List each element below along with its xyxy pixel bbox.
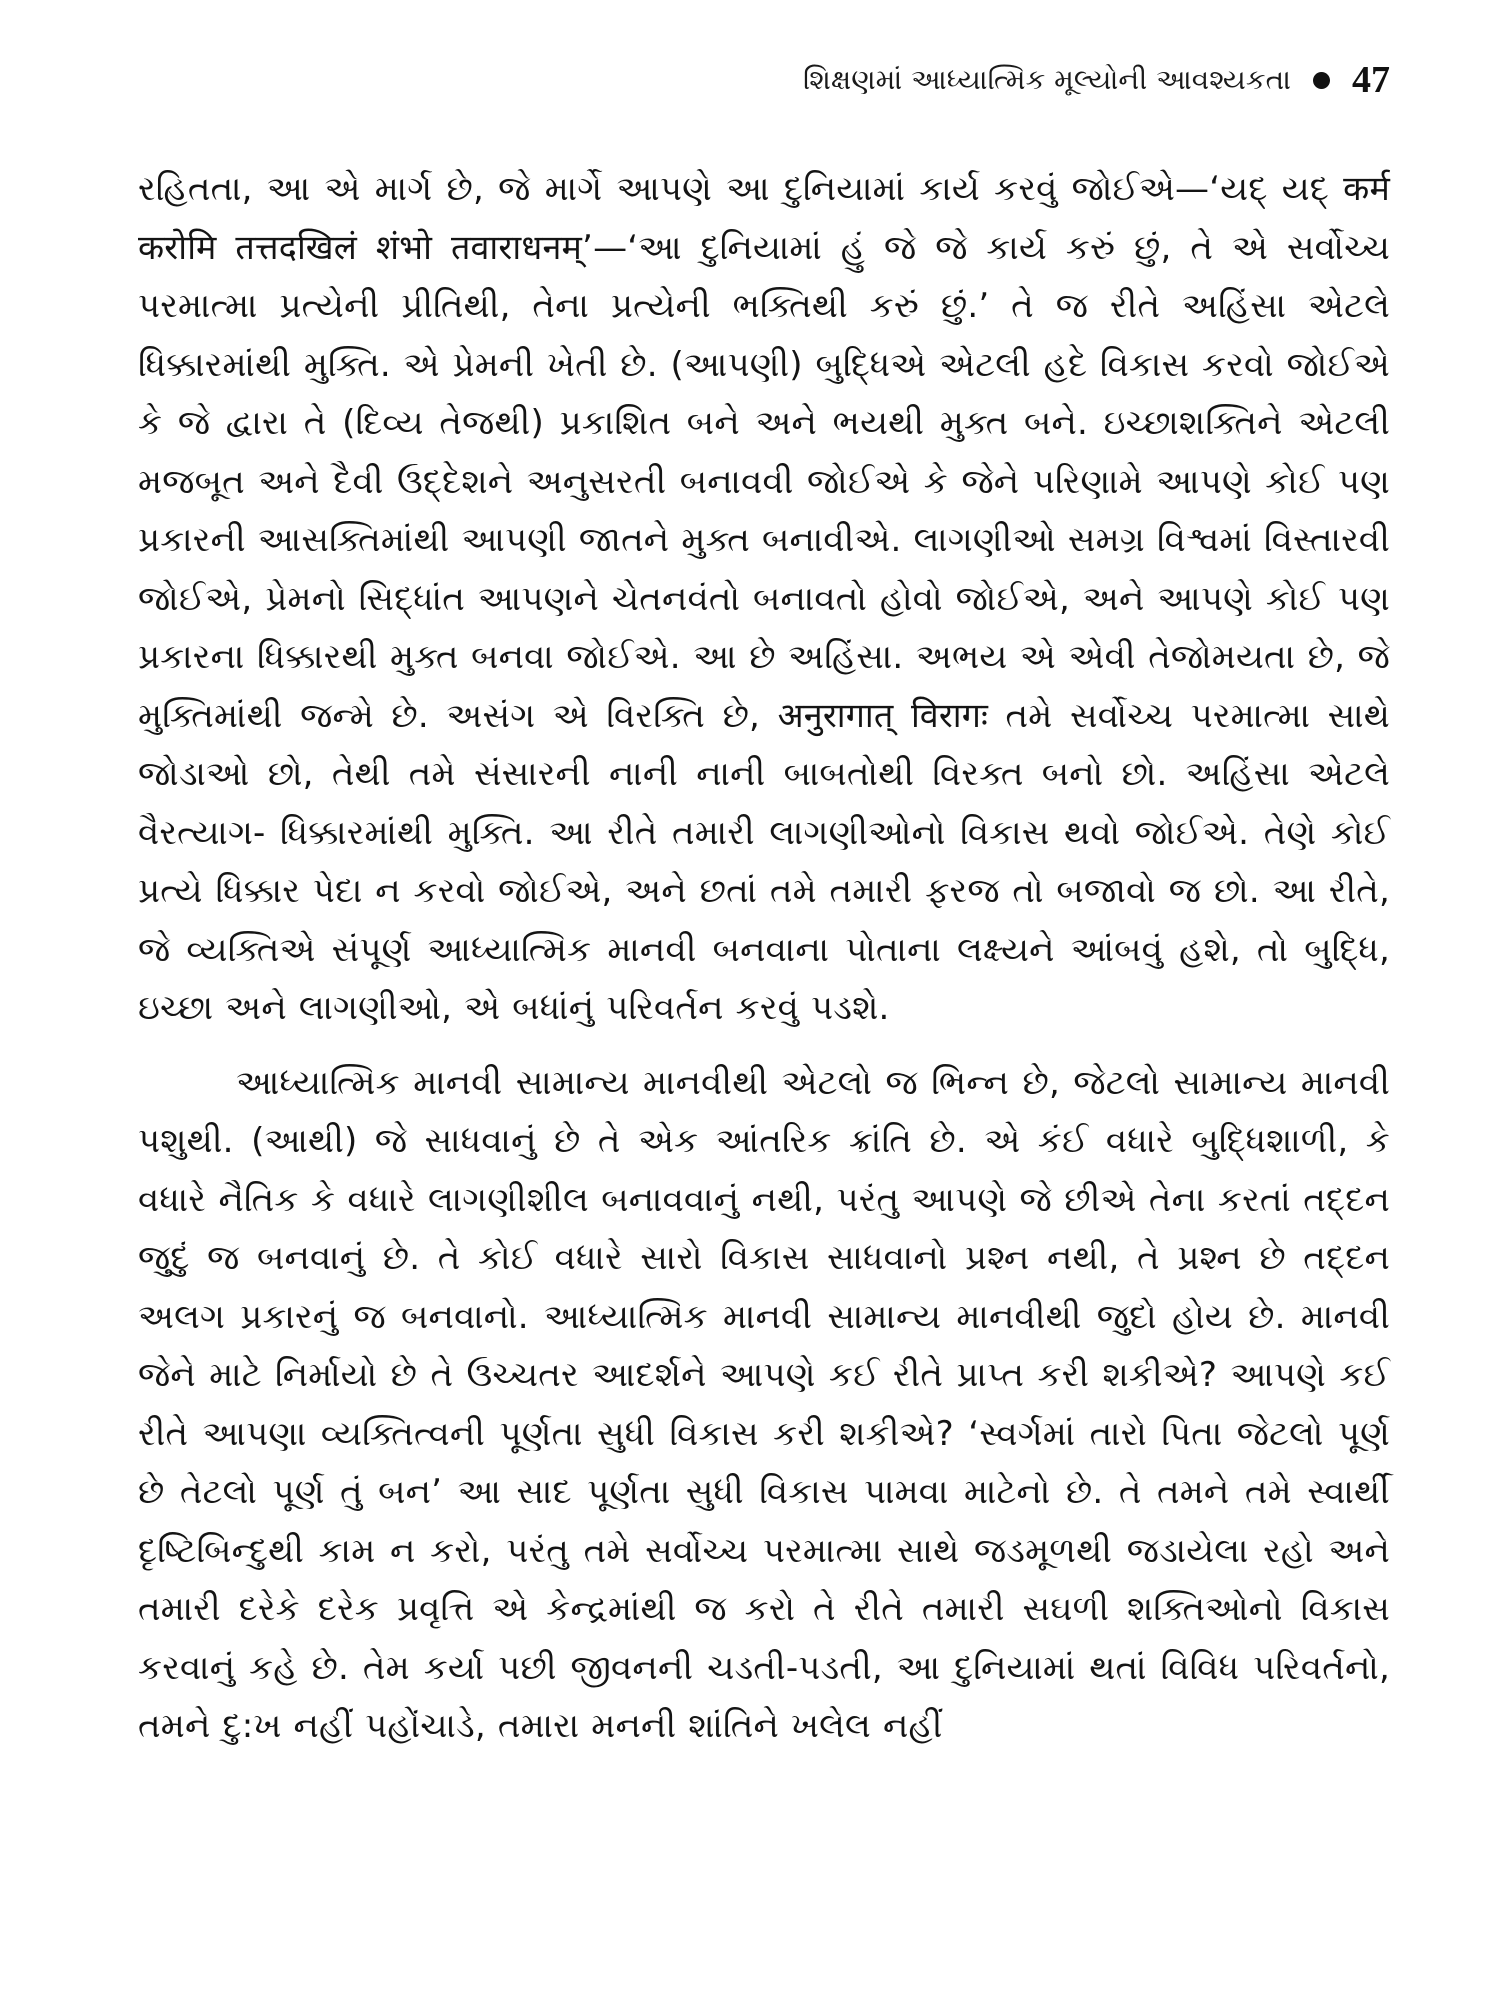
running-header: [803, 58, 1390, 102]
bullet-separator: [1313, 72, 1330, 89]
paragraph-1: રહિતતા, આ એ માર્ગ છે, જે માર્ગે આપણે આ દુનિયામાં કાર્ય કરવું જોઈએ—‘યદ્ યદ્ कर्म करोमि तत्तदखिलं शंभो तवाराधनम्’—‘આ દુનિયામાં હું જે જે કાર્ય કરું છું, તે એ સર્વોચ્ચ પરમાત્મા પ્રત્યેની પ્રીતિથી, તેના પ્રત્યેની ભક્તિથી કરું છું.’ તે જ રીતે અહિંસા એટલે ધિક્કારમાંથી મુક્તિ. એ પ્રેમની ખેતી છે. (આપણી) બુદ્ધિએ એટલી હદે વિકાસ કરવો જોઈએ કે જે દ્વારા તે (દિવ્ય તેજથી) પ્રકાશિત બને અને ભયથી મુક્ત બને. ઇચ્છાશક્તિને એટલી મજબૂત અને દૈવી ઉદ્દેશને અનુસરતી બનાવવી જોઈએ કે જેને પરિણામે આપણે કોઈ પણ પ્રકારની આસક્તિમાંથી આપણી જાતને મુક્ત બનાવીએ. લાગણીઓ સમગ્ર વિશ્વમાં વિસ્તારવી જોઈએ, પ્રેમનો સિદ્ધાંત આપણને ચેતનવંતો બનાવતો હોવો જોઈએ, અને આપણે કોઈ પણ પ્રકારના ધિક્કારથી મુક્ત બનવા જોઈએ. આ છે અહિંસા. અભય એ એવી તેજોમયતા છે, જે મુક્તિમાંથી જન્મે છે. અસંગ એ વિરક્તિ છે, अनुरागात् विरागः તમે સર્વોચ્ચ પરમાત્મા સાથે જોડાઓ છો, તેથી તમે સંસારની નાની નાની બાબતોથી વિરક્ત બનો છો. અહિંસા એટલે વૈરત્યાગ- ધિક્કારમાંથી મુક્તિ. આ રીતે તમારી લાગણીઓનો વિકાસ થવો જોઈએ. તેણે કોઈ પ્રત્યે ધિક્કાર પેદા ન કરવો જોઈએ, અને છતાં તમે તમારી ફરજ તો બજાવો જ છો. આ રીતે, જે વ્યક્તિએ સંપૂર્ણ આધ્યાત્મિક માનવી બનવાના પોતાના લક્ષ્યને આંબવું હશે, તો બુદ્ધિ, ઇચ્છા અને લાગણીઓ, એ બધાંનું પરિવર્તન કરવું પડશે.: [138, 169, 1390, 1028]
running-title: શિક્ષણમાં આધ્યાત્મિક મૂલ્યોની આવશ્યકતા: [802, 63, 1291, 96]
page-number: 47: [1352, 59, 1390, 101]
paragraph-2: આધ્યાત્મિક માનવી સામાન્ય માનવીથી એટલો જ ભિન્ન છે, જેટલો સામાન્ય માનવી પશુથી. (આથી) જે સાધવાનું છે તે એક આંતરિક ક્રાંતિ છે. એ કંઈ વધારે બુદ્ધિશાળી, કે વધારે નૈતિક કે વધારે લાગણીશીલ બનાવવાનું નથી, પરંતુ આપણે જે છીએ તેના કરતાં તદ્દન જુદું જ બનવાનું છે. તે કોઈ વધારે સારો વિકાસ સાધવાનો પ્રશ્ન નથી, તે પ્રશ્ન છે તદ્દન અલગ પ્રકારનું જ બનવાનો. આધ્યાત્મિક માનવી સામાન્ય માનવીથી જુદો હોય છે. માનવી જેને માટે નિર્માયો છે તે ઉચ્ચતર આદર્શને આપણે કઈ રીતે પ્રાપ્ત કરી શકીએ? આપણે કઈ રીતે આપણા વ્યક્તિત્વની પૂર્ણતા સુધી વિકાસ કરી શકીએ? ‘સ્વર્ગમાં તારો પિતા જેટલો પૂર્ણ છે તેટલો પૂર્ણ તું બન’ આ સાદ પૂર્ણતા સુધી વિકાસ પામવા માટેનો છે. તે તમને તમે સ્વાર્થી દૃષ્ટિબિન્દુથી કામ ન કરો, પરંતુ તમે સર્વોચ્ચ પરમાત્મા સાથે જડમૂળથી જડાયેલા રહો અને તમારી દરેકે દરેક પ્રવૃત્તિ એ કેન્દ્રમાંથી જ કરો તે રીતે તમારી સઘળી શક્તિઓનો વિકાસ કરવાનું કહે છે. તેમ કર્યા પછી જીવનની ચડતી-પડતી, આ દુનિયામાં થતાં વિવિધ પરિવર્તનો, તમને દુ:ખ નહીં પહોંચાડે, તમારા મનની શાંતિને ખલેલ નહીં: [138, 1062, 1390, 1746]
body-text: [138, 160, 1390, 1756]
